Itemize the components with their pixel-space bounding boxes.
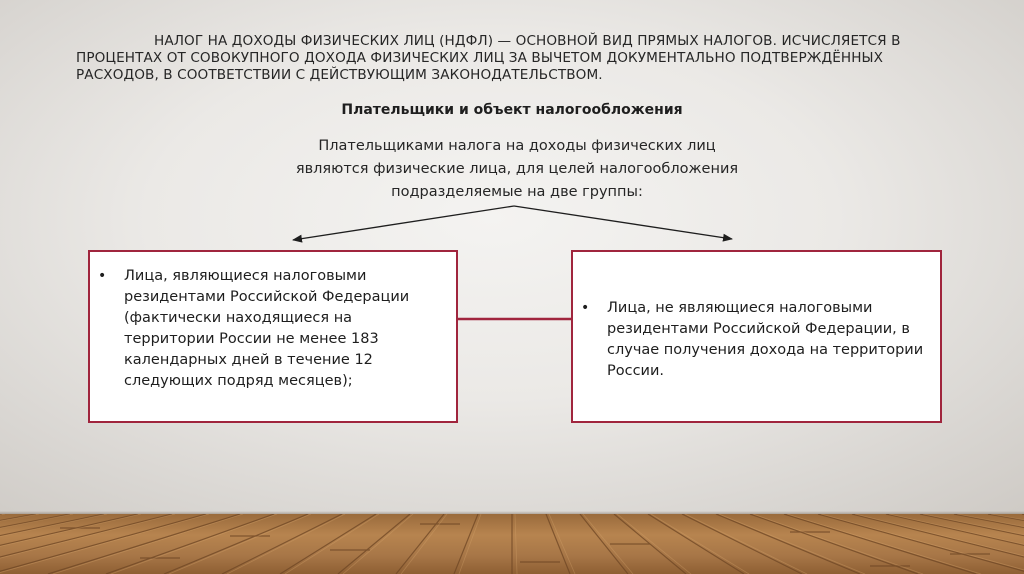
residents-item <box>98 266 438 392</box>
payers-lead-text: Плательщиками налога на доходы физических лиц являются физические лица, для целей налогообложения подразделяемые на две группы: <box>295 138 739 200</box>
bullet-marker: • <box>98 268 107 284</box>
nonresidents-box <box>571 250 942 423</box>
bullet-marker: • <box>581 300 590 316</box>
residents-box <box>88 250 458 423</box>
floor-planks <box>0 514 1024 574</box>
wooden-floor <box>0 514 1024 574</box>
intro-paragraph: НАЛОГ НА ДОХОДЫ ФИЗИЧЕСКИХ ЛИЦ (НДФЛ) — ОСНОВНОЙ ВИД ПРЯМЫХ НАЛОГОВ. ИСЧИСЛЯЕТСЯ В ПРОЦЕНТАХ ОТ СОВОКУПНОГО ДОХОДА ФИЗИЧЕСКИХ ЛИЦ ЗА ВЫЧЕТОМ ДОКУМЕНТАЛЬНО ПОДТВЕРЖДЁННЫХ РАСХОДОВ, В СООТВЕТСТВИИ С ДЕЙСТВУЮЩИМ ЗАКОНОДАТЕЛЬСТВОМ. <box>76 33 901 83</box>
arrow-to-residents <box>293 206 514 240</box>
nonresidents-item <box>581 298 931 382</box>
section-subtitle: Плательщики и объект налогообложения <box>341 102 683 118</box>
nonresidents-text: Лица, не являющиеся налоговыми резидентами Российской Федерации, в случае получения дохода на территории России. <box>607 300 924 379</box>
arrow-to-nonresidents <box>514 206 732 239</box>
residents-text: Лица, являющиеся налоговыми резидентами Российской Федерации (фактически находящиеся на территории России не менее 183 календарных дней в течение 12 следующих подряд месяцев); <box>124 268 410 389</box>
